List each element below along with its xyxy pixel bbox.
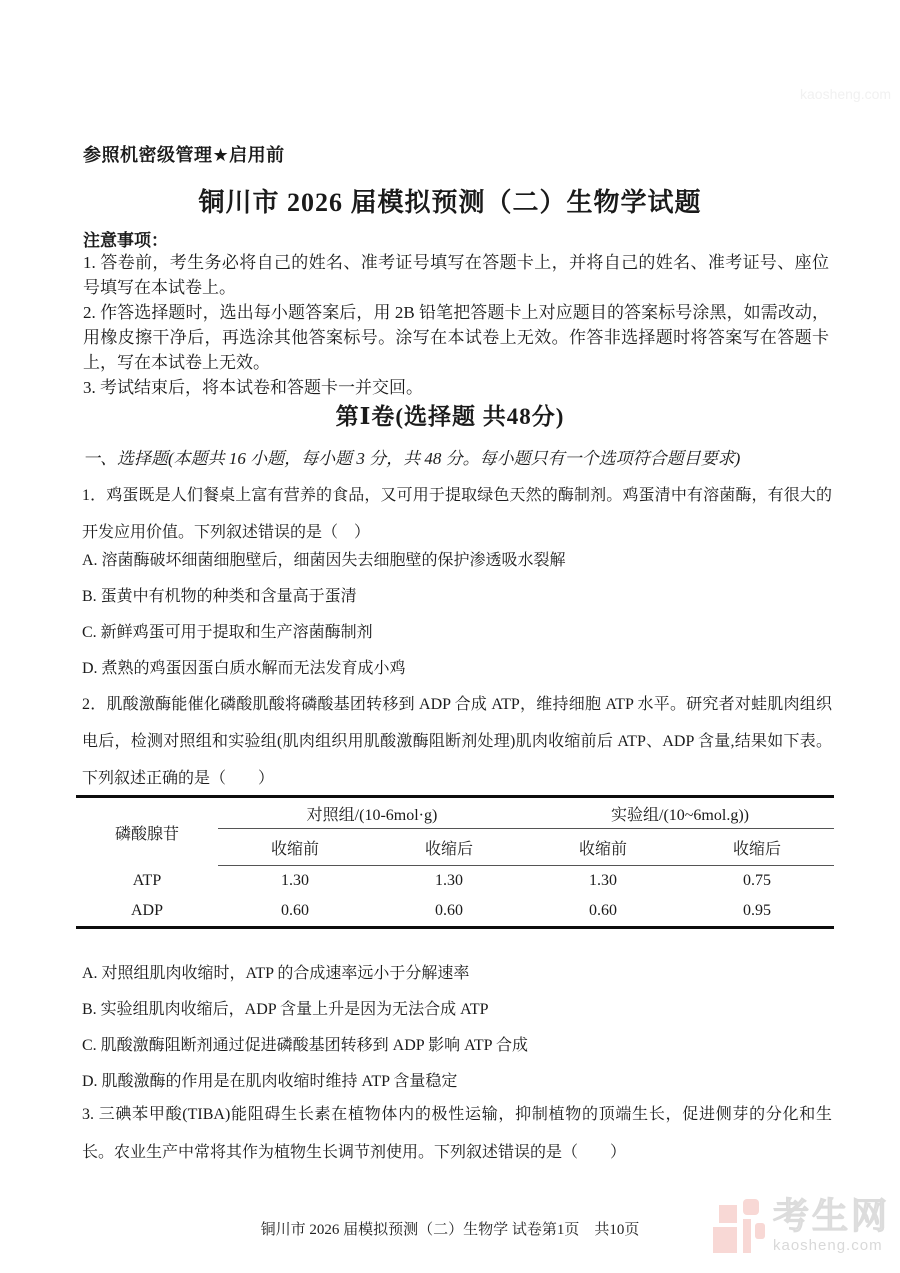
table-cell: 1.30 [589,872,617,889]
option-line: A. 对照组肌肉收缩时，ATP 的合成速率远小于分解速率 [82,965,470,982]
notice-list [83,250,829,400]
table-cell: 0.60 [435,902,463,919]
section-instruction: 一、选择题(本题共 16 小题，每小题 3 分，共 48 分。每小题只有一个选项符合题目要求) [83,449,741,468]
table-group-header: 对照组/(10-6mol·g) [218,798,526,829]
watermark-site-name: 考生网 [773,1195,891,1236]
corner-watermark-text: kaosheng.com [800,86,892,102]
page-footer: 铜川市 2026 届模拟预测（二）生物学 试卷第1页 共10页 [260,1222,640,1238]
table-cell: 0.95 [743,902,771,919]
table-row-header: 磷酸腺苷 [114,825,179,843]
question-1-stem: 1．鸡蛋既是人们餐桌上富有营养的食品，又可用于提取绿色天然的酶制剂。鸡蛋清中有溶菌酶，有很大的开发应用价值。下列叙述错误的是（ ） [82,487,832,541]
table-sub-header: 收缩前 [526,829,680,866]
classification-banner: 参照机密级管理★启用前 [83,145,285,165]
section-title: 第Ⅰ卷(选择题 共48分) [335,404,565,429]
watermark-text-block [773,1197,890,1259]
table-cell: 0.60 [589,902,617,919]
option-line: B. 蛋黄中有机物的种类和含量高于蛋清 [82,588,357,605]
table-row-label: ATP [132,872,162,889]
table-cell: 1.30 [435,872,463,889]
table-cell: 0.60 [281,902,309,919]
table-cell: 0.75 [743,872,771,889]
table-row-label: ADP [130,902,163,919]
notice-item: 2. 作答选择题时，选出每小题答案后，用 2B 铅笔把答题卡上对应题目的答案标号涂黑，如需改动，用橡皮擦干净后，再选涂其他答案标号。涂写在本试卷上无效。作答非选择题时将答案写在答题卡上，写在本试卷上无效。 [83,303,829,372]
exam-title: 铜川市 2026 届模拟预测（二）生物学试题 [198,188,702,217]
kaosheng-watermark [712,1197,890,1259]
question-2-options [82,956,832,1100]
option-line: A. 溶菌酶破坏细菌细胞壁后，细菌因失去细胞壁的保护渗透吸水裂解 [82,552,566,569]
data-table [76,795,834,929]
table-sub-header: 收缩后 [680,829,834,866]
option-line: D. 煮熟的鸡蛋因蛋白质水解而无法发育成小鸡 [82,660,406,677]
watermark-site-domain: kaosheng.com [773,1237,883,1254]
notice-heading: 注意事项： [83,231,168,250]
table-sub-header: 收缩前 [218,829,372,866]
option-line: B. 实验组肌肉收缩后，ADP 含量上升是因为无法合成 ATP [82,1001,489,1018]
question-1-options [82,543,832,687]
option-line: C. 新鲜鸡蛋可用于提取和生产溶菌酶制剂 [82,624,373,641]
kaosheng-logo-icon [712,1197,766,1259]
question-2-stem: 2．肌酸激酶能催化磷酸肌酸将磷酸基团转移到 ADP 合成 ATP，维持细胞 ATP 水平。研究者对蛙肌肉组织电后，检测对照组和实验组(肌肉组织用肌酸激酶阻断剂处理)肌肉收缩前后 ATP、ADP 含量,结果如下表。下列叙述正确的是（ ） [82,696,832,787]
table-cell: 1.30 [281,872,309,889]
option-line: D. 肌酸激酶的作用是在肌肉收缩时维持 ATP 含量稳定 [82,1073,458,1090]
option-line: C. 肌酸激酶阻断剂通过促进磷酸基团转移到 ADP 影响 ATP 合成 [82,1037,528,1054]
notice-item: 3. 考试结束后，将本试卷和答题卡一并交回。 [83,378,423,397]
table-sub-header: 收缩后 [372,829,526,866]
notice-item: 1. 答卷前，考生务必将自己的姓名、准考证号填写在答题卡上，并将自己的姓名、准考证号、座位号填写在本试卷上。 [83,253,829,297]
table-group-header: 实验组/(10~6mol.g)) [526,798,834,829]
question-3-stem: 3. 三碘苯甲酸(TIBA)能阻碍生长素在植物体内的极性运输，抑制植物的顶端生长，促进侧芽的分化和生长。农业生产中常将其作为植物生长调节剂使用。下列叙述错误的是（ ） [82,1106,832,1161]
